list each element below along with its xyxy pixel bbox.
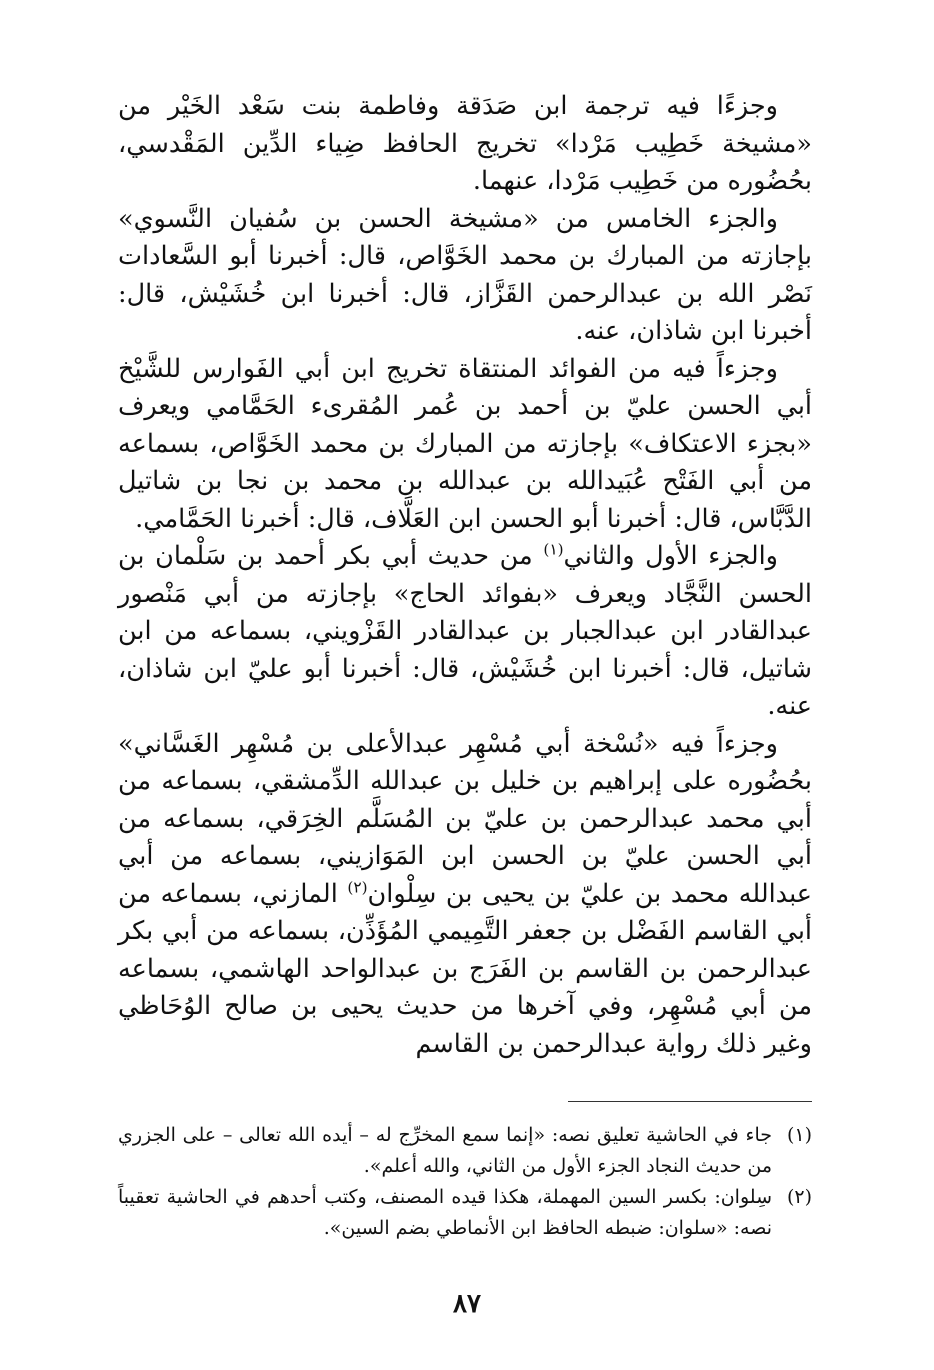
paragraph-text: من حديث أبي بكر أحمد بن سَلْمان بن الحسن النَّجَّاد ويعرف «بفوائد الحاج» بإجازته من أبي مَنْصور عبدالقادر ابن عبدالجبار بن عبدالقادر القَزْويني، بسماعه من ابن شاتيل، قال: أخبرنا ابن خُشَيْش، قال: أخبرنا أبو عليّ ابن شاذان، عنه.	[118, 541, 812, 721]
footnote-separator	[568, 1101, 812, 1102]
footnote	[118, 1120, 812, 1182]
paragraph-text: وجزءاً فيه «نُسْخة أبي مُسْهِر عبدالأعلى بن مُسْهِر الغَسَّاني» بحُضُوره على إبراهيم بن خليل بن عبدالله الدِّمشقي، بسماعه من أبي محمد عبدالرحمن بن عليّ بن المُسَلَّم الخِرَقي، بسماعه من أبي الحسن عليّ بن الحسن ابن المَوَازيني، بسماعه من أبي عبدالله محمد بن عليّ بن يحيى بن سِلْوان	[118, 728, 812, 909]
footnote-text: جاء في الحاشية تعليق نصه: «إنما سمع المخرِّج له – أيده الله تعالى – على الجزري من حديث النجاد الجزء الأول من الثاني، والله أعلم».	[118, 1124, 772, 1177]
paragraph-text: والجزء الأول والثاني	[563, 541, 778, 571]
footnote-number: (١)	[786, 1124, 812, 1146]
paragraph: وجزءاً فيه من الفوائد المنتقاة تخريج ابن أبي الفَوارس للشَّيْخ أبي الحسن عليّ بن أحمد بن عُمر المُقرىء الحَمَّامي ويعرف «بجزء الاعتكاف» بإجازته من المبارك بن محمد الخَوَّاص، بسماعه من أبي الفَتْح عُبَيدالله بن عبدالله بن محمد بن نجا بن شاتيل الدَّبَّاس، قال: أخبرنا أبو الحسن ابن العَلَّاف، قال: أخبرنا الحَمَّامي.	[118, 353, 812, 534]
footnote-number: (٢)	[786, 1186, 812, 1208]
footnotes	[118, 1120, 812, 1244]
paragraph: وجزءًا فيه ترجمة ابن صَدَقة وفاطمة بنت سَعْد الخَيْر من «مشيخة خَطِيب مَرْدا» تخريج الحافظ ضِياء الدِّين المَقْدسي، بحُضُوره من خَطِيب مَرْدا، عنهما.	[118, 91, 812, 196]
footnote-marker: (٢)	[347, 878, 368, 896]
footnote-text: سِلوان: بكسر السين المهملة، هكذا قيده المصنف، وكتب أحدهم في الحاشية تعقيباً نصه: «سلوان: ضبطه الحافظ ابن الأنماطي بضم السين».	[118, 1186, 772, 1239]
main-text	[118, 88, 812, 1063]
paragraph: والجزء الخامس من «مشيخة الحسن بن سُفيان النَّسوي» بإجازته من المبارك بن محمد الخَوَّاص، قال: أخبرنا أبو السَّعادات نَصْر الله بن عبدالرحمن القَزَّاز، قال: أخبرنا ابن خُشَيْش، قال: أخبرنا ابن شاذان، عنه.	[118, 203, 812, 346]
paragraph	[118, 726, 812, 1064]
page-number: ٨٧	[453, 1289, 481, 1319]
paragraph	[118, 538, 812, 726]
footnote-marker: (١)	[543, 540, 564, 559]
footnote	[118, 1182, 812, 1244]
paragraph-text: المازني، بسماعه من أبي القاسم الفَضْل بن جعفر التَّمِيمي المُؤَذِّن، بسماعه من أبي بكر عبدالرحمن بن القاسم بن الفَرَج بن عبدالواحد الهاشمي، بسماعه من أبي مُسْهِر، وفي آخرها من حديث يحيى بن صالح الوُحَاظي وغير ذلك رواية عبدالرحمن بن القاسم	[118, 878, 812, 1059]
